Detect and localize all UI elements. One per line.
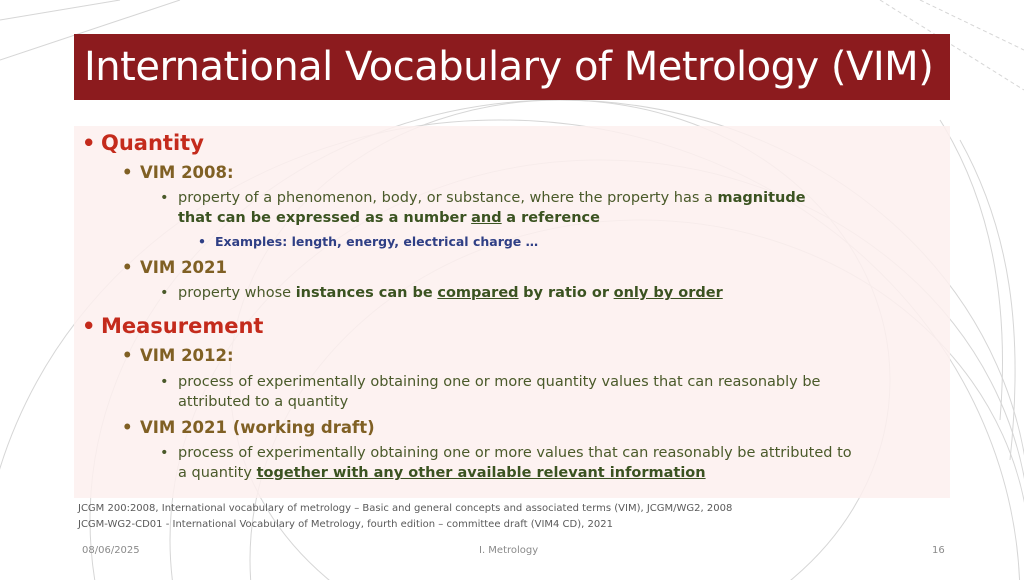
bullet-dot: •	[82, 314, 96, 338]
bullet-dot: •	[198, 234, 206, 249]
bullet-dot: •	[160, 374, 169, 390]
definition-emphasis: by ratio or	[523, 285, 609, 301]
vim2012-definition-line2: attributed to a quantity	[178, 394, 349, 410]
definition-emphasis: a reference	[506, 210, 600, 226]
examples-text: Examples: length, energy, electrical charge …	[215, 234, 539, 249]
footer-date: 08/06/2025	[82, 545, 140, 556]
reference-vim4: JCGM-WG2-CD01 - International Vocabulary of Metrology, fourth edition – committee draft (VIM4 CD), 2021	[78, 519, 613, 530]
bullet-dot: •	[160, 285, 169, 301]
bullet-dot: •	[82, 131, 96, 155]
bullet-dot: •	[122, 163, 133, 182]
bullet-dot: •	[122, 258, 133, 277]
definition-text: property whose	[178, 285, 292, 301]
reference-vim3: JCGM 200:2008, International vocabulary of metrology – Basic and general concepts and associated terms (VIM), JCGM/WG2, 2008	[78, 503, 733, 514]
bullet-dot: •	[160, 445, 169, 461]
definition-text: property of a phenomenon, body, or substance, where the property has a	[178, 190, 713, 206]
vim2012-definition-line1: process of experimentally obtaining one or more quantity values that can reasonably be	[178, 374, 821, 390]
vim2021-definition	[178, 285, 723, 301]
footer-page-number: 16	[932, 545, 945, 556]
definition-underlined: compared	[437, 285, 519, 301]
definition-underlined: only by order	[613, 285, 723, 301]
slide-title: International Vocabulary of Metrology (VIM)	[74, 34, 950, 100]
vim2021-draft-definition-line2	[178, 465, 706, 481]
measurement-heading: Measurement	[101, 314, 264, 338]
vim2008-definition-line2	[178, 210, 600, 226]
bullet-dot: •	[160, 190, 169, 206]
definition-emphasis: magnitude	[717, 190, 806, 206]
definition-underlined: and	[471, 210, 502, 226]
vim2021-draft-label: VIM 2021 (working draft)	[140, 418, 375, 437]
vim2008-label: VIM 2008:	[140, 163, 234, 182]
definition-underlined: together with any other available relevant information	[256, 465, 706, 481]
vim2021-draft-definition-line1: process of experimentally obtaining one or more values that can reasonably be attributed to	[178, 445, 852, 461]
vim2008-definition-line1	[178, 190, 923, 206]
quantity-heading: Quantity	[101, 131, 204, 155]
footer-section: I. Metrology	[479, 545, 539, 556]
bullet-dot: •	[122, 346, 133, 365]
definition-emphasis: instances can be	[295, 285, 433, 301]
vim2021-label: VIM 2021	[140, 258, 227, 277]
vim2012-label: VIM 2012:	[140, 346, 234, 365]
definition-emphasis: that can be expressed as a number	[178, 210, 467, 226]
definition-text: a quantity	[178, 465, 252, 481]
bullet-dot: •	[122, 418, 133, 437]
